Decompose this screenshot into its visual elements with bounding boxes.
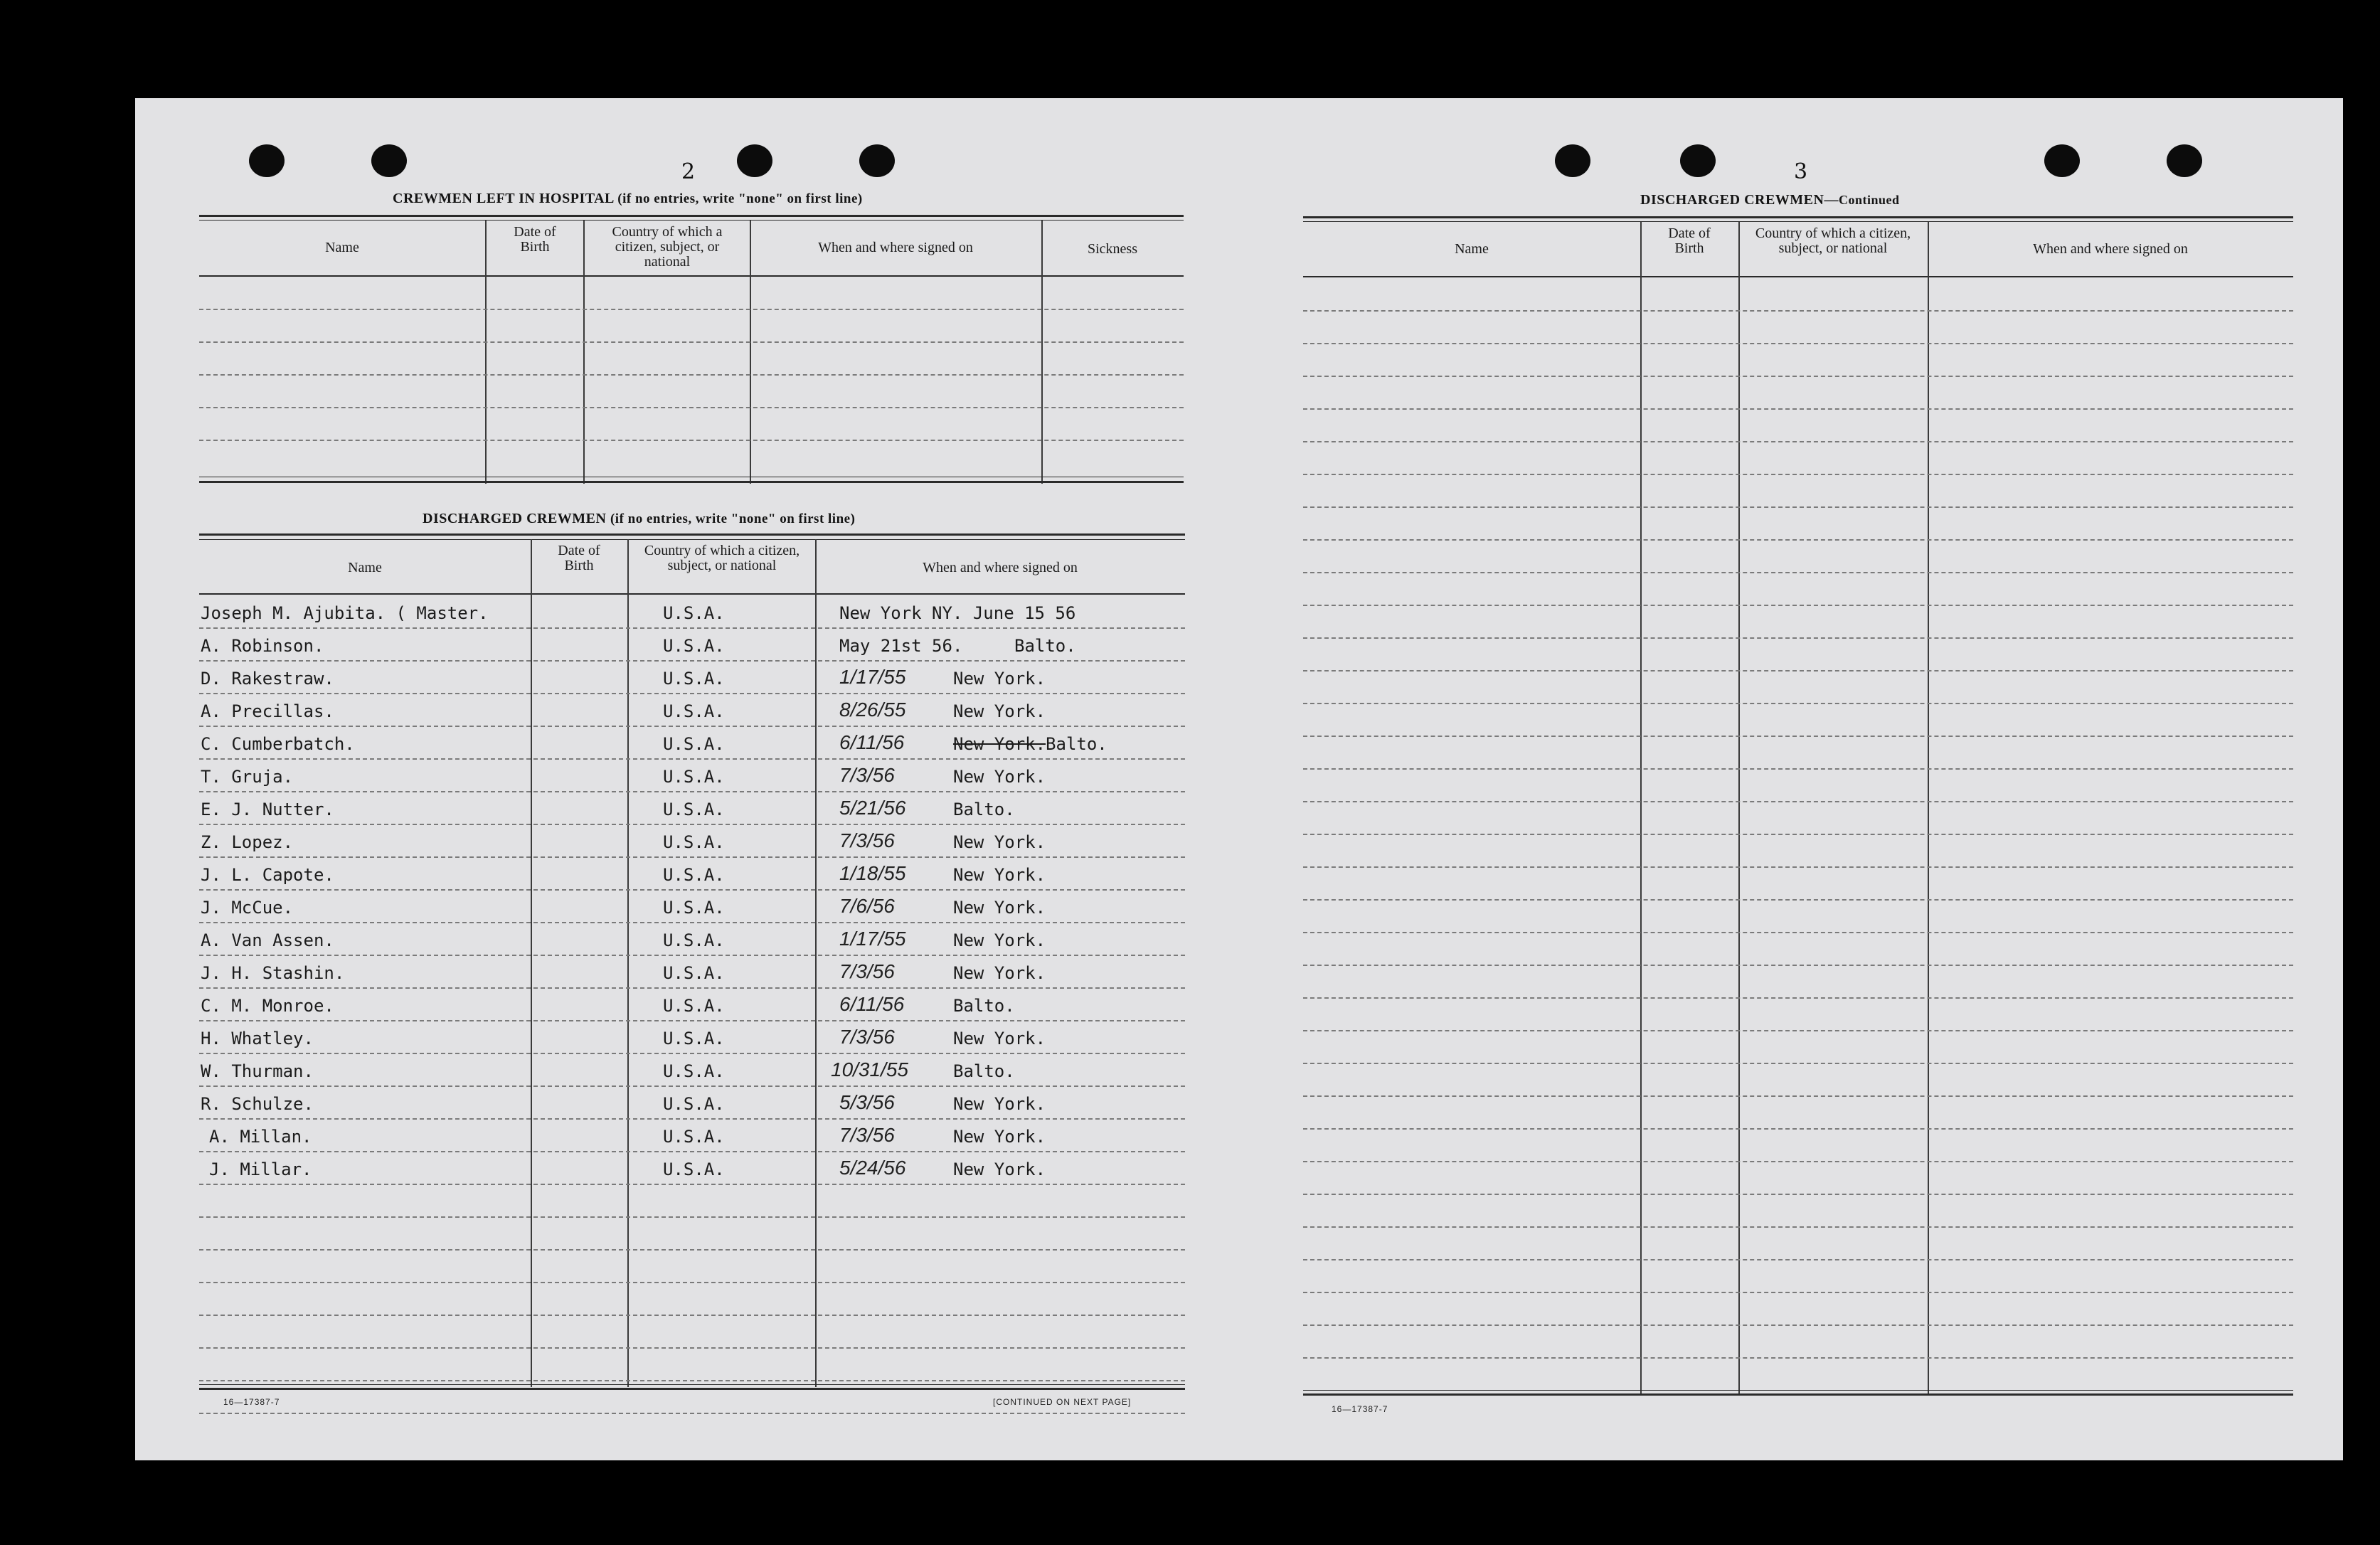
hospital-header-sickness: Sickness bbox=[1088, 241, 1137, 257]
crew-signed-date: 5/21/56 bbox=[839, 797, 906, 819]
row-rule bbox=[199, 1249, 1185, 1251]
crew-country: U.S.A. bbox=[663, 734, 725, 754]
hospital-instruction: (if no entries, write "none" on first line) bbox=[617, 191, 863, 206]
row-rule bbox=[1303, 408, 2293, 410]
punch-hole bbox=[2167, 144, 2202, 177]
crew-name: A. Van Assen. bbox=[201, 930, 334, 950]
right-header-dob: Date of Birth bbox=[1668, 225, 1711, 256]
crew-country: U.S.A. bbox=[663, 800, 725, 819]
crew-signed-place: Balto. bbox=[953, 996, 1015, 1016]
crew-name: D. Rakestraw. bbox=[201, 669, 334, 689]
row-rule bbox=[199, 1118, 1185, 1120]
row-rule bbox=[199, 889, 1185, 891]
row-rule bbox=[199, 726, 1185, 727]
crew-name: J. McCue. bbox=[201, 898, 294, 918]
crew-signed-date: 5/3/56 bbox=[839, 1091, 895, 1113]
right-title-text: DISCHARGED CREWMEN— bbox=[1640, 192, 1839, 208]
crew-name: Z. Lopez. bbox=[201, 832, 294, 852]
crew-signed-place: New York. bbox=[953, 1029, 1046, 1048]
row-rule bbox=[199, 1216, 1185, 1218]
crew-signed-place: New York. bbox=[953, 930, 1046, 950]
crew-country: U.S.A. bbox=[663, 865, 725, 885]
crew-country: U.S.A. bbox=[663, 832, 725, 852]
row-rule bbox=[199, 1053, 1185, 1054]
crew-signed-date: May 21st 56. bbox=[839, 636, 963, 656]
row-rule bbox=[199, 1315, 1185, 1316]
row-rule bbox=[1303, 1226, 2293, 1228]
row-rule bbox=[199, 1184, 1185, 1185]
discharged-continued-table bbox=[1303, 216, 2293, 1397]
row-rule bbox=[199, 1151, 1185, 1152]
crew-signed-place: New York. bbox=[953, 898, 1046, 918]
crew-country: U.S.A. bbox=[663, 1127, 725, 1147]
row-rule bbox=[199, 955, 1185, 956]
crew-signed-place: Balto. bbox=[953, 1061, 1015, 1081]
row-rule bbox=[199, 856, 1185, 858]
right-title-suffix: Continued bbox=[1838, 193, 1900, 207]
row-rule bbox=[1303, 1259, 2293, 1260]
crew-signed-place bbox=[953, 734, 1107, 754]
crew-signed-date: 7/6/56 bbox=[839, 895, 895, 917]
crew-country: U.S.A. bbox=[663, 963, 725, 983]
row-rule bbox=[199, 1282, 1185, 1283]
crew-country: U.S.A. bbox=[663, 767, 725, 787]
crew-name: R. Schulze. bbox=[201, 1094, 314, 1114]
hospital-header-signed: When and where signed on bbox=[818, 240, 973, 255]
crew-signed-place: New York. bbox=[953, 701, 1046, 721]
punch-hole bbox=[859, 144, 895, 177]
crew-country: U.S.A. bbox=[663, 1029, 725, 1048]
hospital-header-country: Country of which a citizen, subject, or national bbox=[612, 224, 723, 270]
crew-signed-date: 8/26/55 bbox=[839, 699, 906, 721]
row-rule bbox=[1303, 703, 2293, 704]
crew-country: U.S.A. bbox=[663, 603, 725, 623]
crew-signed-place: Balto. bbox=[1014, 636, 1076, 656]
right-header-country: Country of which a citizen, subject, or national bbox=[1755, 225, 1911, 256]
discharged-header-country: Country of which a citizen, subject, or national bbox=[644, 543, 800, 573]
row-rule bbox=[1303, 1063, 2293, 1064]
right-header-name: Name bbox=[1455, 241, 1489, 257]
row-rule bbox=[1303, 801, 2293, 802]
page-number-left: 2 bbox=[681, 159, 696, 184]
row-rule bbox=[1303, 539, 2293, 541]
row-rule bbox=[199, 1020, 1185, 1021]
crew-name: T. Gruja. bbox=[201, 767, 294, 787]
discharged-title-text: DISCHARGED CREWMEN bbox=[423, 511, 607, 526]
punch-hole bbox=[1680, 144, 1716, 177]
crew-country: U.S.A. bbox=[663, 701, 725, 721]
row-rule bbox=[1303, 441, 2293, 442]
form-number-left: 16—17387-7 bbox=[223, 1397, 280, 1407]
punch-hole bbox=[1555, 144, 1590, 177]
discharged-instruction: (if no entries, write "none" on first line) bbox=[610, 511, 856, 526]
row-rule bbox=[1303, 637, 2293, 639]
crew-name: A. Robinson. bbox=[201, 636, 324, 656]
row-rule bbox=[199, 987, 1185, 989]
crew-signed-place: New York. bbox=[953, 832, 1046, 852]
crew-name: Joseph M. Ajubita. ( Master. bbox=[201, 603, 489, 623]
crew-name: J. L. Capote. bbox=[201, 865, 334, 885]
crew-signed-place: New York. bbox=[953, 1127, 1046, 1147]
row-rule bbox=[1303, 343, 2293, 344]
crew-signed-date: 7/3/56 bbox=[839, 960, 895, 982]
row-rule bbox=[1303, 834, 2293, 835]
crew-signed-date: 7/3/56 bbox=[839, 764, 895, 786]
right-section-title bbox=[1640, 192, 1900, 208]
punch-hole bbox=[371, 144, 407, 177]
page-number-right: 3 bbox=[1794, 159, 1808, 184]
crew-signed-date: 6/11/56 bbox=[839, 993, 905, 1015]
crew-signed-date: 10/31/55 bbox=[831, 1058, 908, 1081]
crew-signed-date: 7/3/56 bbox=[839, 1026, 895, 1048]
crew-name: H. Whatley. bbox=[201, 1029, 314, 1048]
form-number-right: 16—17387-7 bbox=[1332, 1404, 1388, 1414]
hospital-table bbox=[199, 215, 1184, 485]
row-rule bbox=[1303, 670, 2293, 671]
punch-hole bbox=[737, 144, 772, 177]
crew-name: C. Cumberbatch. bbox=[201, 734, 355, 754]
crew-country: U.S.A. bbox=[663, 898, 725, 918]
crew-name: J. H. Stashin. bbox=[201, 963, 345, 983]
row-rule bbox=[1303, 1357, 2293, 1359]
crew-country: U.S.A. bbox=[663, 669, 725, 689]
hospital-section-title bbox=[393, 191, 863, 207]
row-rule bbox=[1303, 572, 2293, 573]
row-rule bbox=[199, 791, 1185, 792]
crew-country: U.S.A. bbox=[663, 1159, 725, 1179]
continued-note: [CONTINUED ON NEXT PAGE] bbox=[993, 1397, 1132, 1407]
crew-country: U.S.A. bbox=[663, 930, 725, 950]
crew-signed-place: New York. bbox=[953, 1159, 1046, 1179]
crew-name: W. Thurman. bbox=[201, 1061, 314, 1081]
row-rule bbox=[1303, 1030, 2293, 1031]
row-rule bbox=[199, 1347, 1185, 1349]
discharged-header-signed: When and where signed on bbox=[923, 560, 1078, 575]
crew-name: E. J. Nutter. bbox=[201, 800, 334, 819]
corrected-place: Balto. bbox=[1046, 734, 1107, 754]
discharged-header-name: Name bbox=[348, 560, 382, 575]
row-rule bbox=[199, 1085, 1185, 1087]
crew-signed-date: 1/18/55 bbox=[839, 862, 906, 884]
crew-country: U.S.A. bbox=[663, 1061, 725, 1081]
row-rule bbox=[1303, 1324, 2293, 1326]
row-rule bbox=[199, 758, 1185, 760]
crew-country: U.S.A. bbox=[663, 1094, 725, 1114]
row-rule bbox=[1303, 310, 2293, 312]
row-rule bbox=[1303, 474, 2293, 475]
crew-signed-date: 1/17/55 bbox=[839, 928, 906, 950]
form-sheet bbox=[135, 98, 2343, 1460]
row-rule bbox=[199, 627, 1185, 629]
crew-signed-date: 1/17/55 bbox=[839, 666, 906, 688]
row-rule bbox=[1303, 866, 2293, 868]
row-rule bbox=[199, 922, 1185, 923]
row-rule bbox=[1303, 1292, 2293, 1293]
row-rule bbox=[1303, 376, 2293, 377]
row-rule bbox=[199, 1413, 1185, 1414]
crew-country: U.S.A. bbox=[663, 636, 725, 656]
crew-signed-place: New York. bbox=[953, 963, 1046, 983]
crew-signed-place: New York. bbox=[953, 1094, 1046, 1114]
row-rule bbox=[1303, 997, 2293, 999]
row-rule bbox=[1303, 932, 2293, 933]
crew-signed-date: New York NY. June 15 56 bbox=[839, 603, 1076, 623]
row-rule bbox=[1303, 1128, 2293, 1130]
row-rule bbox=[1303, 1161, 2293, 1162]
crew-signed-place: New York. bbox=[953, 669, 1046, 689]
crew-signed-place: New York. bbox=[953, 865, 1046, 885]
crew-signed-date: 6/11/56 bbox=[839, 731, 905, 753]
row-rule bbox=[1303, 605, 2293, 606]
crew-name: A. Millan. bbox=[209, 1127, 312, 1147]
row-rule bbox=[199, 693, 1185, 694]
hospital-header-name: Name bbox=[325, 240, 359, 255]
crew-name: J. Millar. bbox=[209, 1159, 312, 1179]
row-rule bbox=[1303, 965, 2293, 966]
crew-signed-place: New York. bbox=[953, 767, 1046, 787]
struck-place: New York. bbox=[953, 734, 1046, 754]
crew-name: A. Precillas. bbox=[201, 701, 334, 721]
crew-signed-date: 5/24/56 bbox=[839, 1157, 906, 1179]
hospital-header-dob: Date of Birth bbox=[514, 224, 556, 255]
crew-signed-date: 7/3/56 bbox=[839, 1124, 895, 1146]
crew-signed-place: Balto. bbox=[953, 800, 1015, 819]
discharged-section-title bbox=[423, 511, 855, 527]
row-rule bbox=[199, 1380, 1185, 1381]
discharged-header-dob: Date of Birth bbox=[558, 543, 600, 573]
punch-hole bbox=[249, 144, 285, 177]
crew-country: U.S.A. bbox=[663, 996, 725, 1016]
row-rule bbox=[1303, 768, 2293, 770]
row-rule bbox=[1303, 899, 2293, 901]
punch-hole bbox=[2044, 144, 2080, 177]
crew-name: C. M. Monroe. bbox=[201, 996, 334, 1016]
row-rule bbox=[1303, 506, 2293, 508]
right-header-signed: When and where signed on bbox=[2033, 241, 2188, 257]
row-rule bbox=[1303, 736, 2293, 737]
hospital-title-text: CREWMEN LEFT IN HOSPITAL bbox=[393, 191, 614, 206]
crew-signed-date: 7/3/56 bbox=[839, 829, 895, 851]
row-rule bbox=[199, 660, 1185, 662]
discharged-table bbox=[199, 533, 1185, 1485]
row-rule bbox=[199, 824, 1185, 825]
row-rule bbox=[1303, 1194, 2293, 1195]
row-rule bbox=[1303, 1095, 2293, 1097]
